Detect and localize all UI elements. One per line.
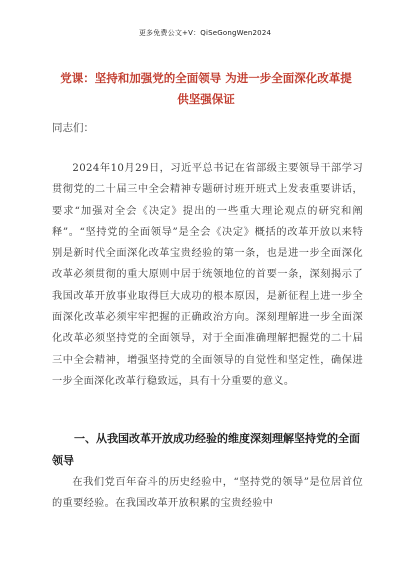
header-contact-note: 更多免费公文+V：QiSeGongWen2024 <box>138 29 272 37</box>
document-title: 党课：坚持和加强党的全面领导 为进一步全面深化改革提 供坚强保证 <box>60 71 352 106</box>
body-paragraph-2: 在我们党百年奋斗的历史经验中，“坚持党的领导”是位居首位的重要经验。在我国改革开放积累的宝贵经验中 <box>52 477 363 510</box>
section-heading-1: 一、从我国改革开放成功经验的维度深刻理解坚持党的全面领导 <box>52 432 360 467</box>
body-paragraph-1: 2024年10月29日，习近平总书记在省部级主要领导干部学习贯彻党的二十届三中全会精神专题研讨班开班式上发表重要讲话，要求“加强对全会《决定》提出的一些重大理论观点的研究和阐释”。“坚持党的全面领导”是全会《决定》概括的改革开放以来特别是新时代全面深化改革宝贵经验的第一条，也是进一步全面深化改革必须贯彻的重大原则中居于统领地位的首要一条，深刻揭示了我国改革开放事业取得巨大成功的根本原因，是新征程上进一步全面深化改革必须牢牢把握的正确政治方向。深刻理解进一步全面深化改革必须坚持党的全面领导，对于全面准确理解把握党的二十届三中全会精神，增强坚持党的全面领导的自觉性和坚定性，确保进一步全面深化改革行稳致远，具有十分重要的意义。 <box>52 163 363 387</box>
salutation: 同志们： <box>52 122 94 134</box>
